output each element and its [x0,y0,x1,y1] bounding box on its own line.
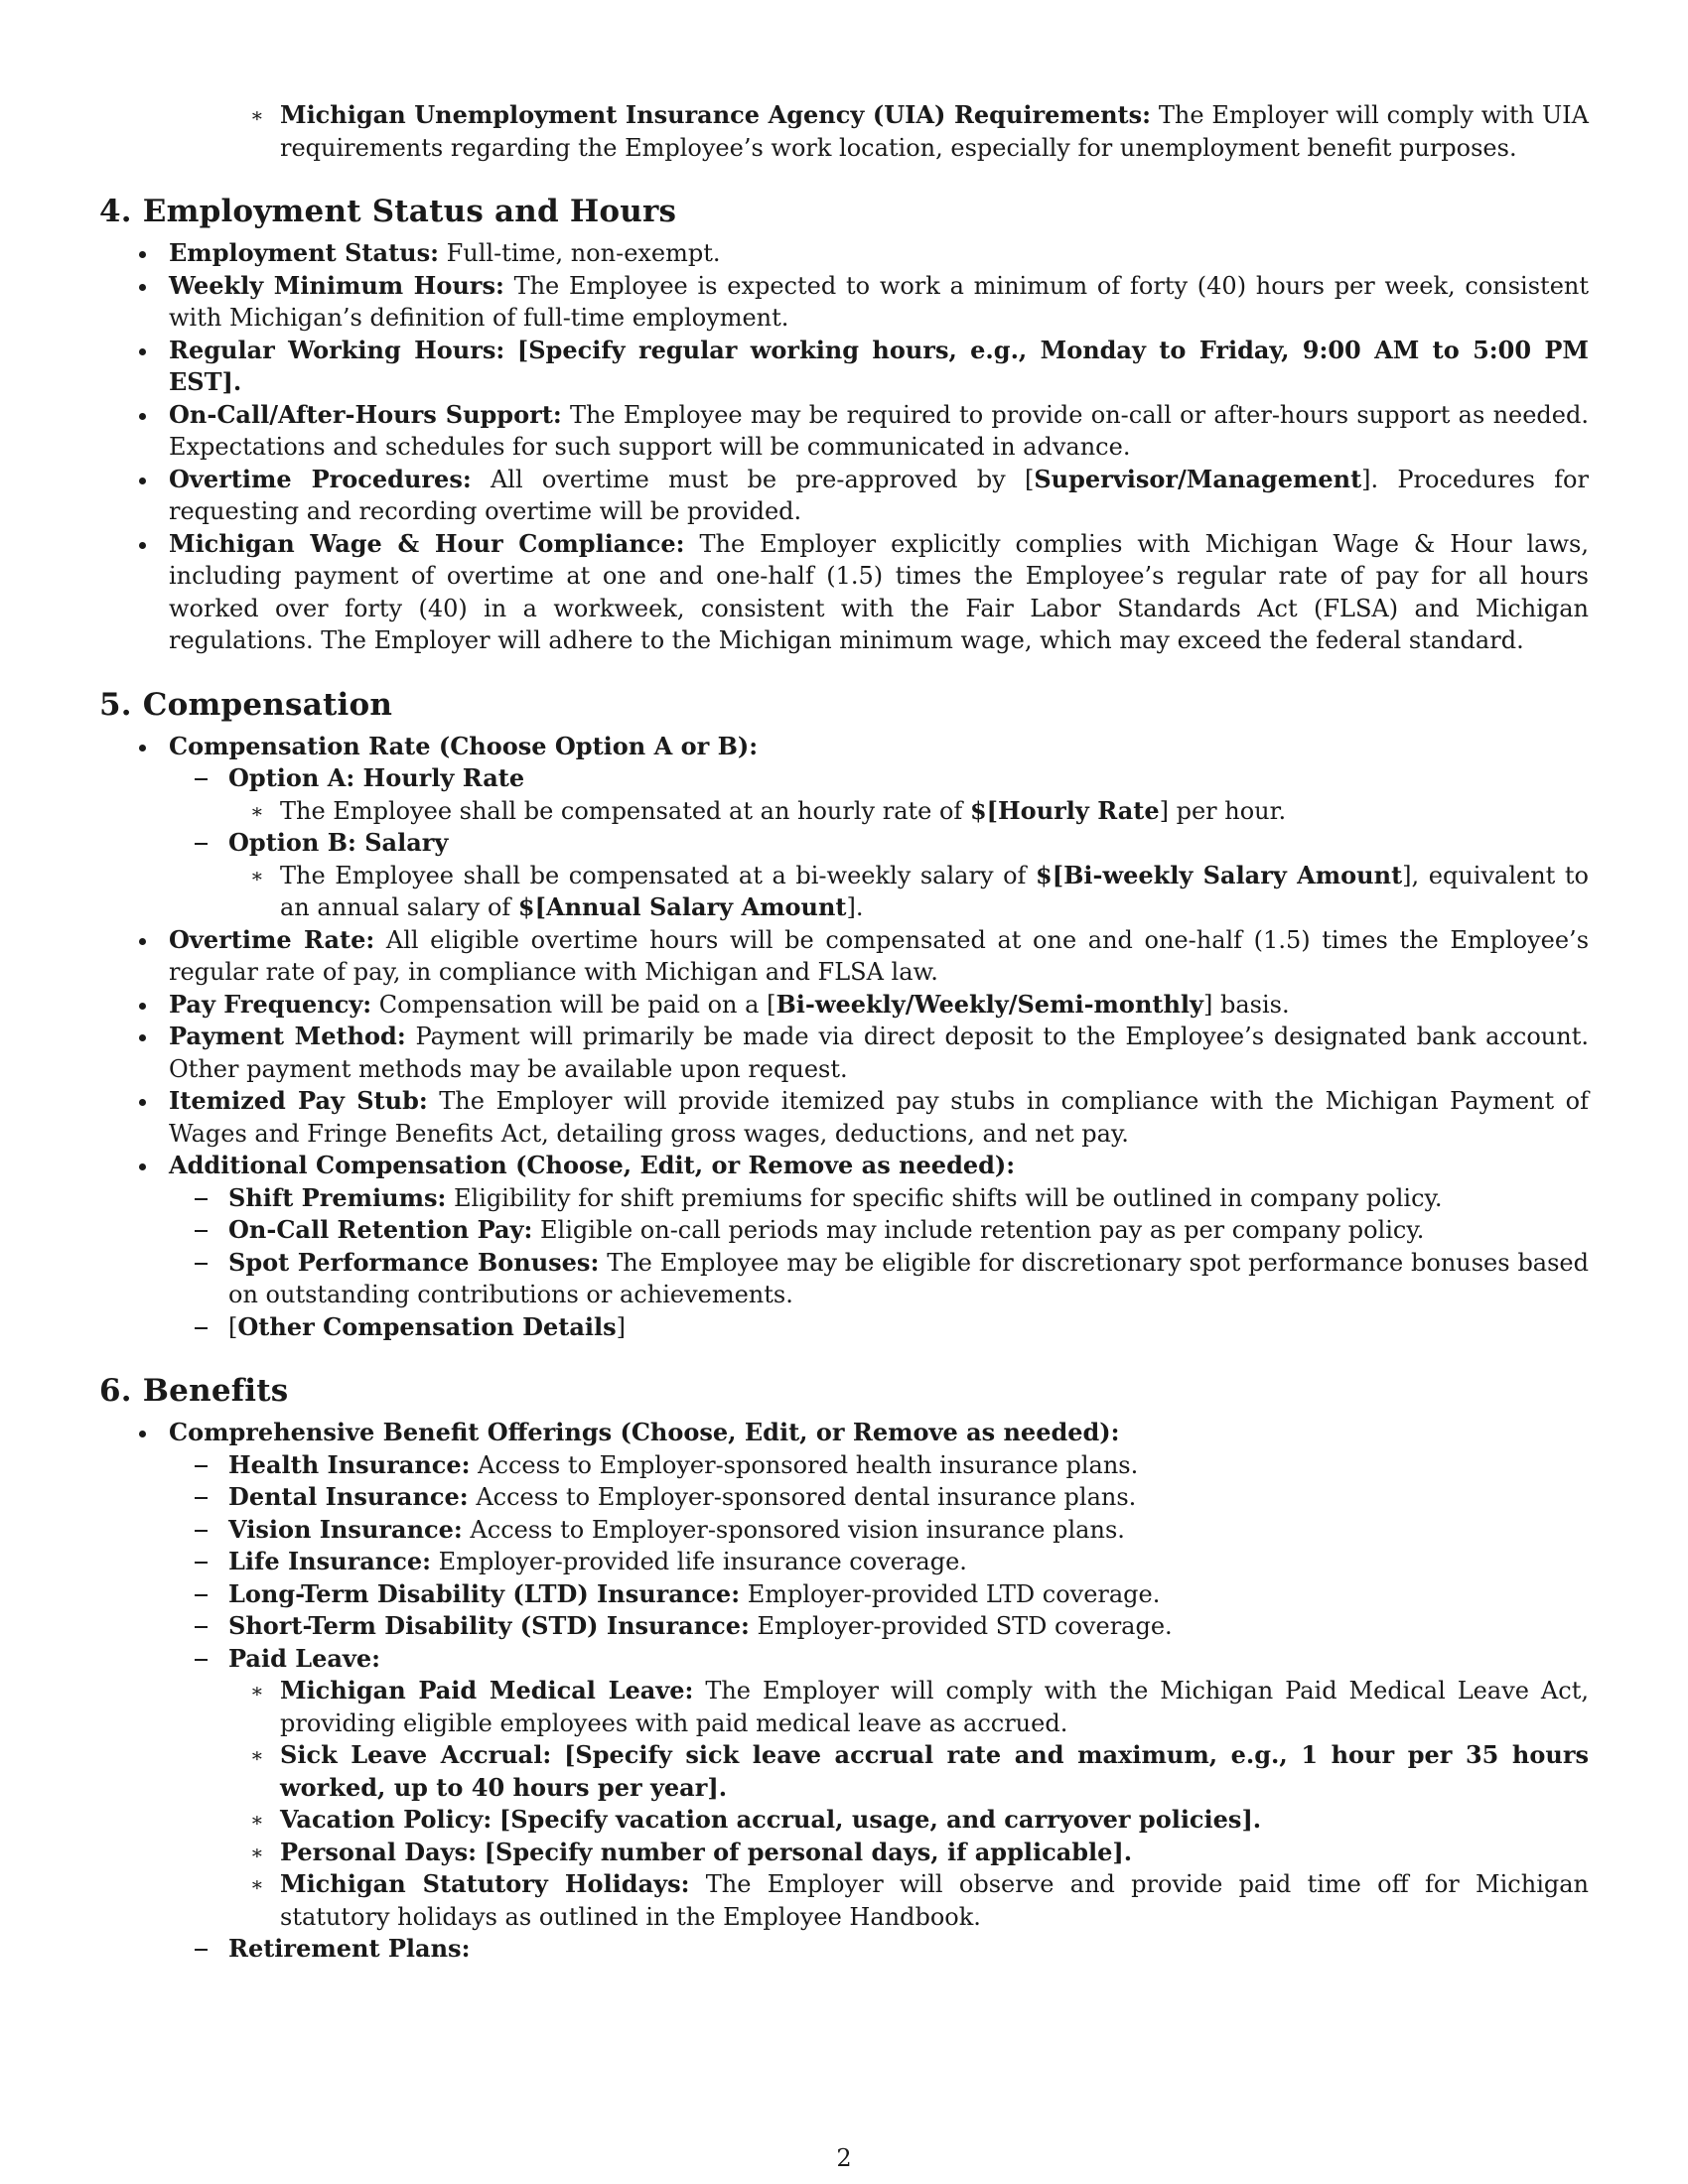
item-text: ], equivalent to an annual salary of [280,861,1590,921]
dash-bullet-icon [195,778,208,780]
asterisk-bullet-icon: ∗ [250,1808,264,1832]
item-text: ] per hour. [1159,796,1287,825]
placeholder-text: Bi-weekly/Weekly/Semi-monthly [775,989,1203,1019]
section-heading: 4. Employment Status and Hours [99,194,677,229]
dash-bullet-icon [195,1198,208,1200]
section-employment-status [99,192,1589,657]
item-text: Compensation will be paid on a [ [378,990,776,1019]
item-text: Employer-provided LTD coverage. [747,1579,1161,1608]
item-text: The Employer explicitly complies with Michigan Wage & Hour laws, including payment of overtime at one and one-half (1.5) times the Employee’s regular rate of pay for all hours worked over forty (40) in a workweek, consistent with the Fair Labor Standards Act (FLSA) and Michigan regulations. The Employer will adhere to the Michigan minimum wage, which may exceed the federal standard. [169,529,1589,654]
placeholder-text: $[Hourly Rate [969,795,1160,825]
item-text: All overtime must be pre-approved by [ [490,465,1035,493]
list-item [99,1449,1589,1482]
list-item [99,1417,1589,1449]
section-heading: 5. Compensation [99,686,393,723]
dash-bullet-icon [195,1465,208,1467]
item-text: ]. [846,893,864,921]
item-text: The Employer will comply with the Michigan Paid Medical Leave Act, providing eligible employees with paid medical leave as accrued. [280,1677,1589,1737]
list-item [99,1675,1589,1739]
section-heading: 6. Benefits [99,1373,289,1409]
list-item [99,1085,1589,1150]
list-item [99,528,1589,657]
list-item [99,1481,1589,1514]
item-label: Health Insurance: [228,1449,471,1479]
asterisk-bullet-icon: ∗ [250,798,264,823]
dash-bullet-icon [195,1327,208,1329]
list-item [99,1739,1589,1804]
list-item [99,827,1589,860]
item-text: [Specify vacation accrual, usage, and carryover policies]. [498,1805,1262,1834]
list-item [99,237,1589,270]
bullet-icon [139,938,146,945]
item-text: [ [228,1312,238,1341]
item-label: Short-Term Disability (STD) Insurance: [228,1611,750,1640]
dash-bullet-icon [195,1230,208,1232]
item-label: Employment Status: [169,238,439,267]
list-item [99,731,1589,763]
asterisk-bullet-icon: ∗ [250,863,264,887]
list-item [99,1804,1589,1837]
item-label: Personal Days: [280,1837,477,1866]
placeholder-text: Other Compensation Details [237,1311,617,1341]
item-text: The Employee is expected to work a minimum of forty (40) hours per week, consistent with Michigan’s definition of full-time employment. [169,271,1589,332]
bullet-icon [139,348,146,355]
item-text: [Specify sick leave accrual rate and maximum, e.g., 1 hour per 35 hours worked, up to 40 hours per year]. [280,1740,1589,1802]
dash-bullet-icon [195,1562,208,1564]
list-item [99,1868,1589,1933]
list-item [99,924,1589,989]
item-label: Payment Method: [169,1022,406,1050]
placeholder-text: $[Annual Salary Amount [517,892,847,921]
item-label: Spot Performance Bonuses: [228,1247,600,1277]
list-item [99,270,1589,335]
item-label: On-Call/After-Hours Support: [169,399,562,429]
item-label: Life Insurance: [228,1547,431,1575]
item-text: ] [616,1312,627,1341]
item-text: The Employee may be eligible for discretionary spot performance bonuses based on outstanding contributions or achievements. [228,1248,1589,1308]
item-label: Itemized Pay Stub: [169,1086,428,1115]
asterisk-bullet-icon: ∗ [250,1743,264,1767]
item-text: Payment will primarily be made via direct deposit to the Employee’s designated bank account. Other payment methods may be available upon request. [169,1023,1589,1083]
item-label: Option B: Salary [228,828,449,857]
list-item [99,1837,1589,1869]
list-item [99,1182,1589,1215]
list-item [99,1546,1589,1578]
bullet-icon [139,251,146,258]
item-label: Michigan Statutory Holidays: [280,1869,690,1898]
bullet-icon [139,745,146,751]
item-label: Shift Premiums: [228,1182,447,1212]
dash-bullet-icon [195,1949,208,1951]
bullet-icon [139,413,146,420]
item-label: Compensation Rate (Choose Option A or B): [169,731,759,760]
item-text: Employer-provided life insurance coverage. [438,1548,967,1575]
asterisk-bullet-icon: ∗ [250,1840,264,1864]
document-page [99,99,1589,1966]
dash-bullet-icon [195,843,208,845]
bullet-icon [139,284,146,291]
dash-bullet-icon [195,1497,208,1499]
list-item [99,335,1589,399]
item-text: [Specify regular working hours, e.g., Monday to Friday, 9:00 AM to 5:00 PM EST]. [169,335,1589,396]
item-label: Long-Term Disability (LTD) Insurance: [228,1578,741,1608]
item-label: Weekly Minimum Hours: [169,270,504,300]
list-item [99,1643,1589,1676]
page-number: 2 [836,2144,852,2172]
dash-bullet-icon [195,1626,208,1628]
item-text: Eligibility for shift premiums for specific shifts will be outlined in company policy. [454,1183,1443,1212]
item-text: Access to Employer-sponsored vision insurance plans. [470,1515,1125,1544]
item-text: The Employer will provide itemized pay stubs in compliance with the Michigan Payment of Wages and Fringe Benefits Act, detailing gross wages, deductions, and net pay. [169,1087,1590,1148]
list-item [99,795,1589,828]
item-label: Pay Frequency: [169,989,372,1019]
bullet-icon [139,1003,146,1010]
bullet-icon [139,1163,146,1170]
list-item [99,1578,1589,1611]
uia-requirements-item [99,99,1589,164]
list-item [99,1311,1589,1344]
item-label: Dental Insurance: [228,1482,469,1511]
item-text: The Employee shall be compensated at a bi-weekly salary of [280,861,1037,889]
item-label: Vacation Policy: [280,1805,492,1834]
item-label: On-Call Retention Pay: [228,1215,533,1244]
list-item [99,1150,1589,1182]
bullet-icon [139,478,146,484]
list-item [99,1214,1589,1247]
item-text: All eligible overtime hours will be compensated at one and one-half (1.5) times the Employee’s regular rate of pay, in compliance with Michigan and FLSA law. [169,925,1590,986]
item-label: Additional Compensation (Choose, Edit, or Remove as needed): [169,1151,1016,1179]
item-label: Overtime Procedures: [169,464,472,493]
dash-bullet-icon [195,1530,208,1532]
list-item [99,399,1589,464]
item-text: [Specify number of personal days, if applicable]. [484,1837,1133,1866]
section-compensation [99,685,1589,1344]
bullet-icon [139,1431,146,1437]
item-label: Sick Leave Accrual: [280,1740,552,1769]
list-item [99,860,1589,924]
placeholder-text: $[Bi-weekly Salary Amount [1036,860,1403,889]
item-text: The Employer will comply with UIA requirements regarding the Employee’s work location, especially for unemployment benefit purposes. [280,101,1589,162]
item-label: Michigan Wage & Hour Compliance: [169,528,685,558]
item-text: The Employer will observe and provide paid time off for Michigan statutory holidays as outlined in the Employee Handbook. [280,1870,1590,1931]
bullet-icon [139,1034,146,1041]
item-label: Retirement Plans: [228,1934,471,1963]
item-text: ]. Procedures for requesting and recording overtime will be provided. [169,465,1589,525]
item-label: Option A: Hourly Rate [228,763,525,792]
item-text: The Employee may be required to provide on-call or after-hours support as needed. Expectations and schedules for such support will be communicated in advance. [169,400,1589,461]
list-item [99,1247,1589,1311]
item-label: Comprehensive Benefit Offerings (Choose, Edit, or Remove as needed): [169,1418,1120,1446]
list-item [99,1610,1589,1643]
asterisk-bullet-icon: ∗ [250,1872,264,1896]
item-text: Eligible on-call periods may include retention pay as per company policy. [540,1216,1425,1244]
item-text: Full-time, non-exempt. [446,239,721,267]
item-text: ] basis. [1203,990,1290,1019]
item-text: Access to Employer-sponsored dental insurance plans. [476,1483,1137,1511]
bullet-icon [139,1099,146,1106]
item-label: Michigan Unemployment Insurance Agency (UIA) Requirements: [280,100,1152,129]
dash-bullet-icon [195,1263,208,1265]
list-item [99,464,1589,528]
item-label: Michigan Paid Medical Leave: [280,1676,694,1705]
list-item [99,1933,1589,1966]
placeholder-text: Supervisor/Management [1034,464,1362,493]
list-item [99,1021,1589,1085]
list-item [99,1514,1589,1547]
list-item [99,989,1589,1022]
item-text: The Employee shall be compensated at an hourly rate of [280,796,970,825]
item-label: Regular Working Hours: [169,335,505,364]
asterisk-bullet-icon: ∗ [250,1679,264,1703]
item-label: Paid Leave: [228,1643,380,1673]
dash-bullet-icon [195,1659,208,1661]
item-text: Employer-provided STD coverage. [757,1612,1173,1640]
item-label: Overtime Rate: [169,924,375,954]
section-benefits [99,1371,1589,1966]
bullet-icon [139,542,146,549]
item-label: Vision Insurance: [228,1514,463,1544]
asterisk-bullet-icon: ∗ [250,103,264,127]
dash-bullet-icon [195,1594,208,1596]
list-item [99,762,1589,795]
item-text: Access to Employer-sponsored health insurance plans. [478,1450,1139,1479]
